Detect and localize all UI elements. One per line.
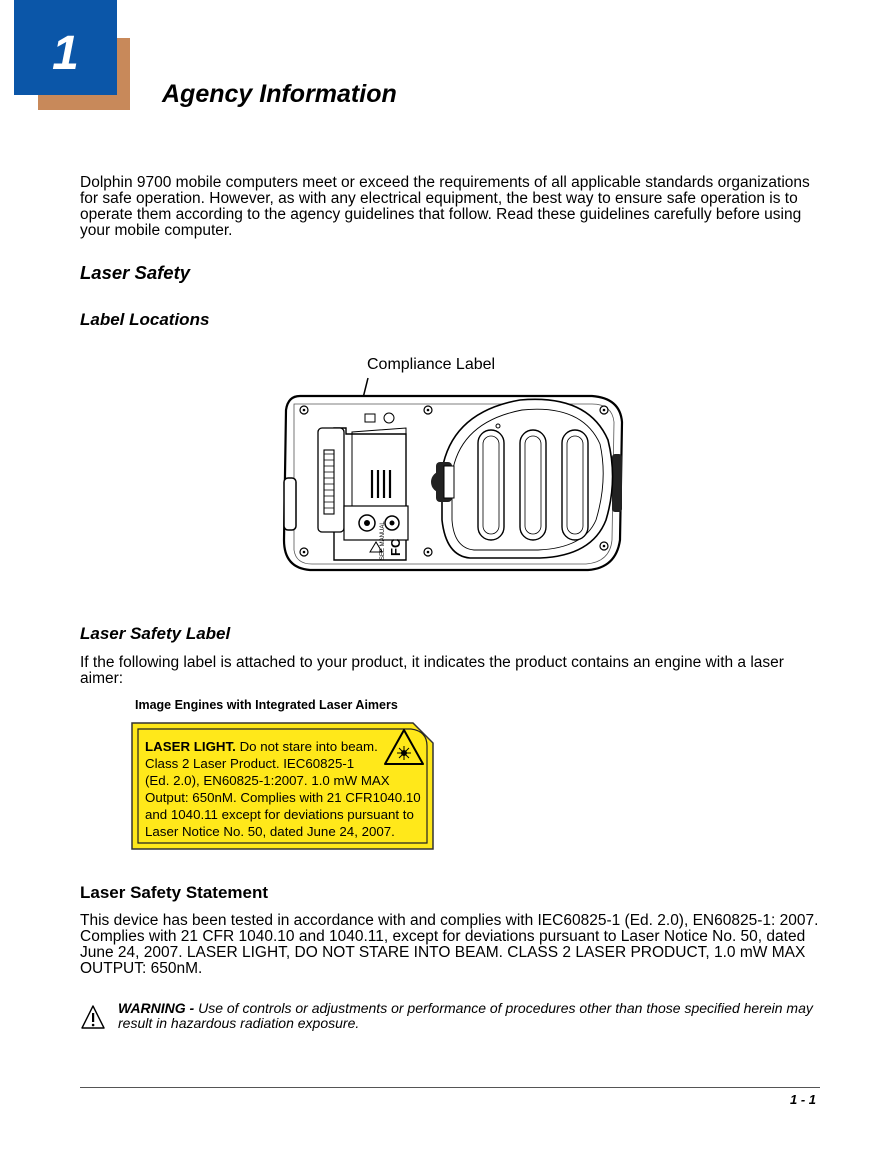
fc-mark-text: FC <box>388 538 403 556</box>
laser-label-line4: Output: 650nM. Complies with 21 CFR1040.10 <box>145 790 421 805</box>
laser-safety-heading: Laser Safety <box>80 262 191 283</box>
laser-label-bold: LASER LIGHT. <box>145 739 236 754</box>
figure-caption: Image Engines with Integrated Laser Aimers <box>135 698 398 712</box>
intro-paragraph: Dolphin 9700 mobile computers meet or exceed the requirements of all applicable standards organizations for safe operation. However, as with any electrical equipment, the best way to ensure safe operation is to operate them according to the agency guidelines that follow. Read these guidelines carefully before using your mobile computer. <box>80 174 810 239</box>
laser-label-line2: Class 2 Laser Product. IEC60825-1 <box>145 756 355 771</box>
warning-label: WARNING - <box>118 1000 195 1016</box>
warning-body: Use of controls or adjustments or performance of procedures other than those specified herein may result in hazardous radiation exposure. <box>118 1000 813 1031</box>
compliance-label-callout: Compliance Label <box>367 356 496 373</box>
page-number: 1 - 1 <box>789 1092 816 1107</box>
warning-icon <box>80 1004 106 1030</box>
warning-text <box>118 1001 818 1031</box>
laser-warning-label <box>131 722 434 850</box>
chapter-title: Agency Information <box>162 80 397 108</box>
laser-label-line1: Do not stare into beam. <box>235 739 378 754</box>
laser-label-line6: Laser Notice No. 50, dated June 24, 2007. <box>145 824 395 839</box>
laser-label-line5: and 1040.11 except for deviations pursuant to <box>145 807 414 822</box>
label-intro-paragraph: If the following label is attached to your product, it indicates the product contains an engine with a laser aimer: <box>80 654 784 687</box>
laser-safety-statement: This device has been tested in accordance with and complies with IEC60825-1 (Ed. 2.0), EN60825-1: 2007. Complies with 21 CFR 1040.10 and 1040.11, except for deviations pursuant to Laser Notice No. 50, dated June 24, 2007. LASER LIGHT, DO NOT STARE INTO BEAM. CLASS 2 LASER PRODUCT, 1.0 mW MAX OUTPUT: 650nM. <box>80 912 819 977</box>
manual-mark-text: SEE MANUAL <box>380 521 386 560</box>
chapter-number: 1 <box>52 27 79 80</box>
laser-label-line3: (Ed. 2.0), EN60825-1:2007. 1.0 mW MAX <box>145 773 390 788</box>
device-back-illustration <box>270 370 640 580</box>
footer-rule <box>80 1087 820 1088</box>
svg-text:LASER LIGHT. Do not stare into <box>145 739 378 754</box>
label-locations-heading: Label Locations <box>80 310 210 329</box>
laser-safety-statement-heading: Laser Safety Statement <box>80 883 269 902</box>
laser-safety-label-heading: Laser Safety Label <box>80 624 231 643</box>
